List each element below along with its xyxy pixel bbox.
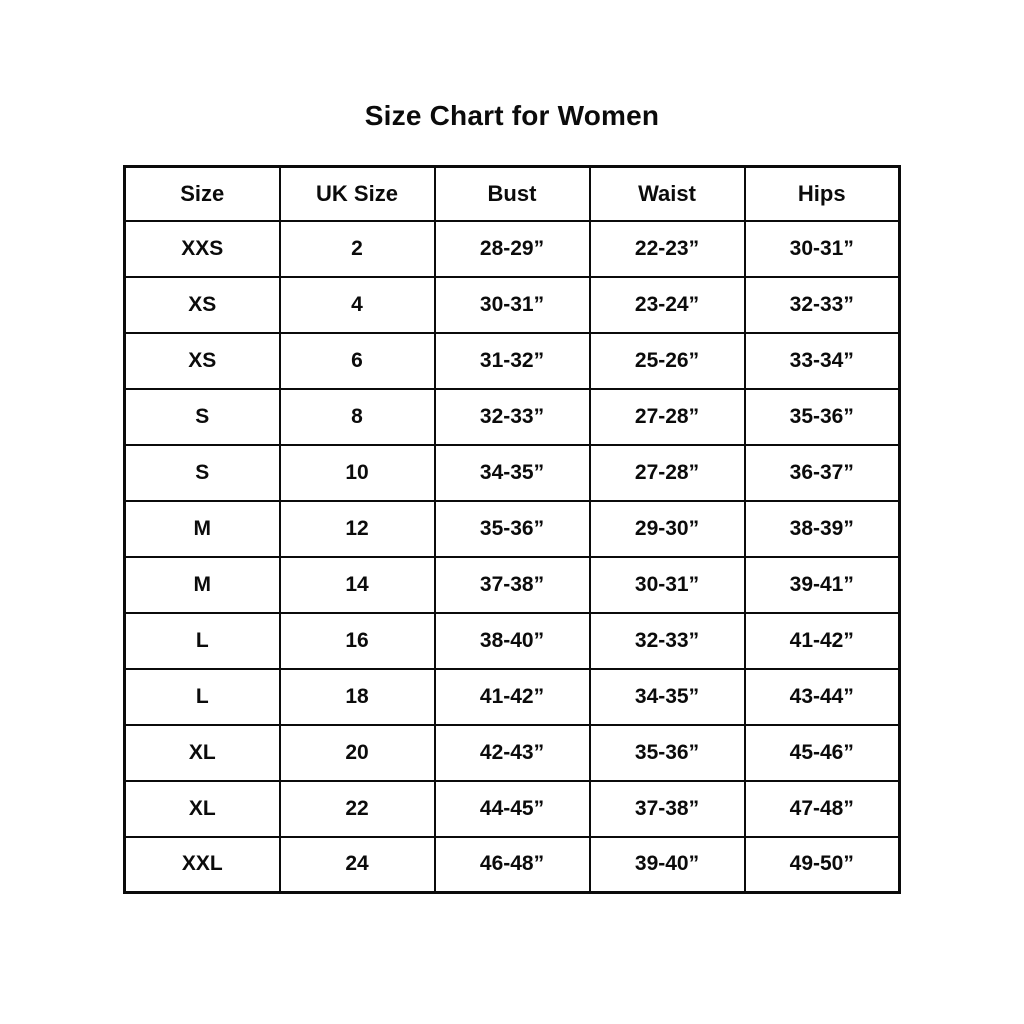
table-cell: M: [125, 557, 280, 613]
table-cell: 33-34”: [745, 333, 900, 389]
table-cell: 30-31”: [435, 277, 590, 333]
table-row: [125, 333, 900, 389]
table-cell: 25-26”: [590, 333, 745, 389]
column-header: Bust: [435, 167, 590, 221]
table-cell: 34-35”: [435, 445, 590, 501]
table-row: [125, 501, 900, 557]
table-cell: 43-44”: [745, 669, 900, 725]
table-cell: 32-33”: [745, 277, 900, 333]
table-cell: 36-37”: [745, 445, 900, 501]
table-cell: 44-45”: [435, 781, 590, 837]
table-cell: 38-39”: [745, 501, 900, 557]
table-row: [125, 669, 900, 725]
table-cell: 35-36”: [435, 501, 590, 557]
table-cell: 12: [280, 501, 435, 557]
table-cell: 28-29”: [435, 221, 590, 277]
table-cell: 30-31”: [745, 221, 900, 277]
table-cell: 16: [280, 613, 435, 669]
table-cell: 37-38”: [590, 781, 745, 837]
table-cell: 14: [280, 557, 435, 613]
table-cell: 38-40”: [435, 613, 590, 669]
table-cell: 24: [280, 837, 435, 893]
table-row: [125, 557, 900, 613]
table-cell: 8: [280, 389, 435, 445]
table-row: [125, 725, 900, 781]
table-cell: 39-41”: [745, 557, 900, 613]
table-cell: 2: [280, 221, 435, 277]
table-cell: XXL: [125, 837, 280, 893]
table-cell: 39-40”: [590, 837, 745, 893]
table-cell: S: [125, 445, 280, 501]
table-header: [125, 167, 900, 221]
table-cell: 22-23”: [590, 221, 745, 277]
column-header: Hips: [745, 167, 900, 221]
table-cell: 35-36”: [745, 389, 900, 445]
table-cell: 4: [280, 277, 435, 333]
table-cell: S: [125, 389, 280, 445]
table-cell: 46-48”: [435, 837, 590, 893]
page-title: Size Chart for Women: [364, 100, 660, 131]
table-cell: L: [125, 669, 280, 725]
table-cell: 49-50”: [745, 837, 900, 893]
table-cell: M: [125, 501, 280, 557]
table-cell: 18: [280, 669, 435, 725]
table-cell: 47-48”: [745, 781, 900, 837]
column-header: Waist: [590, 167, 745, 221]
table-cell: 35-36”: [590, 725, 745, 781]
table-cell: XS: [125, 277, 280, 333]
table-cell: 27-28”: [590, 445, 745, 501]
table-row: [125, 445, 900, 501]
header-row: [125, 167, 900, 221]
table-cell: 20: [280, 725, 435, 781]
table-row: [125, 389, 900, 445]
table-cell: 31-32”: [435, 333, 590, 389]
table-cell: 42-43”: [435, 725, 590, 781]
table-cell: 23-24”: [590, 277, 745, 333]
table-cell: XXS: [125, 221, 280, 277]
table-row: [125, 781, 900, 837]
table-cell: 34-35”: [590, 669, 745, 725]
table-cell: 32-33”: [435, 389, 590, 445]
table-cell: 6: [280, 333, 435, 389]
table-row: [125, 613, 900, 669]
table-cell: L: [125, 613, 280, 669]
table-row: [125, 277, 900, 333]
column-header: Size: [125, 167, 280, 221]
table-cell: 27-28”: [590, 389, 745, 445]
table-cell: 37-38”: [435, 557, 590, 613]
table-cell: 30-31”: [590, 557, 745, 613]
table-cell: 45-46”: [745, 725, 900, 781]
table-cell: 10: [280, 445, 435, 501]
table-cell: XS: [125, 333, 280, 389]
table-cell: XL: [125, 781, 280, 837]
table-cell: 41-42”: [435, 669, 590, 725]
table-cell: 41-42”: [745, 613, 900, 669]
table-body: [125, 221, 900, 893]
table-cell: 29-30”: [590, 501, 745, 557]
table-cell: 22: [280, 781, 435, 837]
size-chart-table: [123, 165, 901, 894]
table-row: [125, 837, 900, 893]
table-cell: XL: [125, 725, 280, 781]
table-row: [125, 221, 900, 277]
table-cell: 32-33”: [590, 613, 745, 669]
column-header: UK Size: [280, 167, 435, 221]
